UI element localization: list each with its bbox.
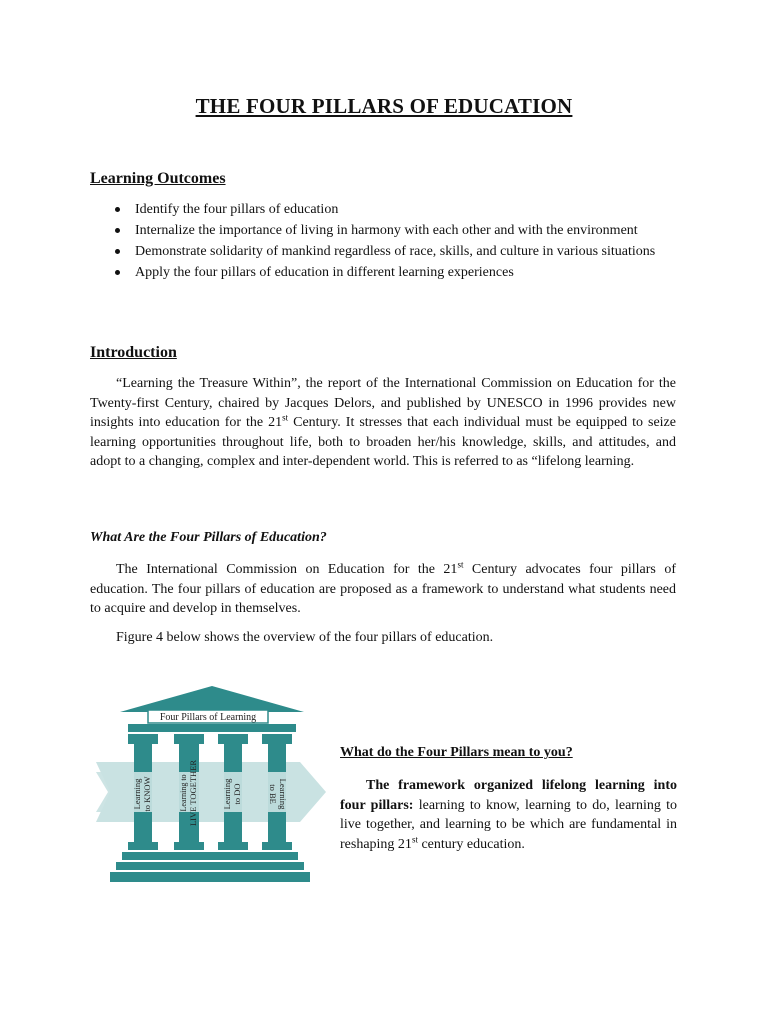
pillar-label-line2: to BE xyxy=(268,784,278,804)
four-pillars-paragraph xyxy=(90,560,676,619)
pillar-label-line1: Learning xyxy=(132,778,142,810)
temple-step xyxy=(116,862,304,870)
pillar-label-line1: Learning to xyxy=(179,774,188,812)
pillars-text-a: The International Commission on Education for the 21 xyxy=(116,562,458,577)
four-pillars-subheading: What Are the Four Pillars of Education? xyxy=(90,530,327,545)
pillar-base xyxy=(218,842,248,850)
capital xyxy=(262,734,292,744)
meaning-paragraph xyxy=(340,776,677,854)
pillars-sup: st xyxy=(457,559,464,570)
pillar-label-line1: Learning xyxy=(222,778,232,810)
pillar-base xyxy=(128,842,158,850)
intro-text-b: Century. It stresses that each individual must be equipped to seize learning opportunities throughout life, both to broaden her/his knowledge, skills, and attitudes, and adopt to a changing, complex and inter-dependent world. This is referred to as “lifelong learning. xyxy=(90,415,676,470)
pillar-base xyxy=(262,842,292,850)
learning-outcomes-list xyxy=(90,200,680,284)
list-item: Internalize the importance of living in harmony with each other and with the environment xyxy=(90,221,680,240)
meaning-sup: st xyxy=(411,834,418,845)
temple-roof xyxy=(120,686,304,712)
introduction-heading: Introduction xyxy=(90,344,177,361)
meaning-text-a: learning to know, learning to do, learning to live together, and learning to be which are fundamental in reshaping 21 xyxy=(340,797,677,852)
figure-reference-paragraph: Figure 4 below shows the overview of the four pillars of education. xyxy=(116,630,494,645)
intro-text-a: “Learning the Treasure Within”, the report of the International Commission on Education for the Twenty-first Century, chaired by Jacques Delors, and published by UNESCO in 1996 provides new insights into education for the 21 xyxy=(90,376,676,431)
pillar-base xyxy=(174,842,204,850)
capital xyxy=(218,734,248,744)
pillar-label-line2: LIVE TOGETHER xyxy=(188,759,198,827)
meaning-text-b: century education. xyxy=(417,836,525,852)
capital xyxy=(128,734,158,744)
learning-outcomes-heading: Learning Outcomes xyxy=(90,170,226,187)
intro-sup: st xyxy=(282,412,289,423)
four-pillars-figure xyxy=(90,682,330,886)
list-item: Identify the four pillars of education xyxy=(90,200,680,219)
page-title: THE FOUR PILLARS OF EDUCATION xyxy=(195,94,573,118)
introduction-paragraph xyxy=(90,374,676,472)
list-item: Demonstrate solidarity of mankind regardless of race, skills, and culture in various situations xyxy=(90,242,680,261)
temple-step xyxy=(110,872,310,882)
entablature xyxy=(128,724,296,732)
pillars-text-b: Century advocates four pillars of education. The four pillars of education are proposed as a framework to understand what students need to acquire and develop in themselves. xyxy=(90,562,676,617)
pillar-label-line1: Learning xyxy=(278,778,288,810)
capital xyxy=(174,734,204,744)
pillar-label-line2: to KNOW xyxy=(142,776,152,812)
list-item: Apply the four pillars of education in different learning experiences xyxy=(90,263,680,282)
pillars-temple-illustration xyxy=(90,682,330,886)
pillar-label-line2: to DO xyxy=(232,783,242,805)
meaning-bold-lead: The framework organized lifelong learning into four pillars: xyxy=(340,778,677,813)
roof-label: Four Pillars of Learning xyxy=(159,712,257,723)
temple-step xyxy=(122,852,298,860)
meaning-heading: What do the Four Pillars mean to you? xyxy=(340,745,573,760)
